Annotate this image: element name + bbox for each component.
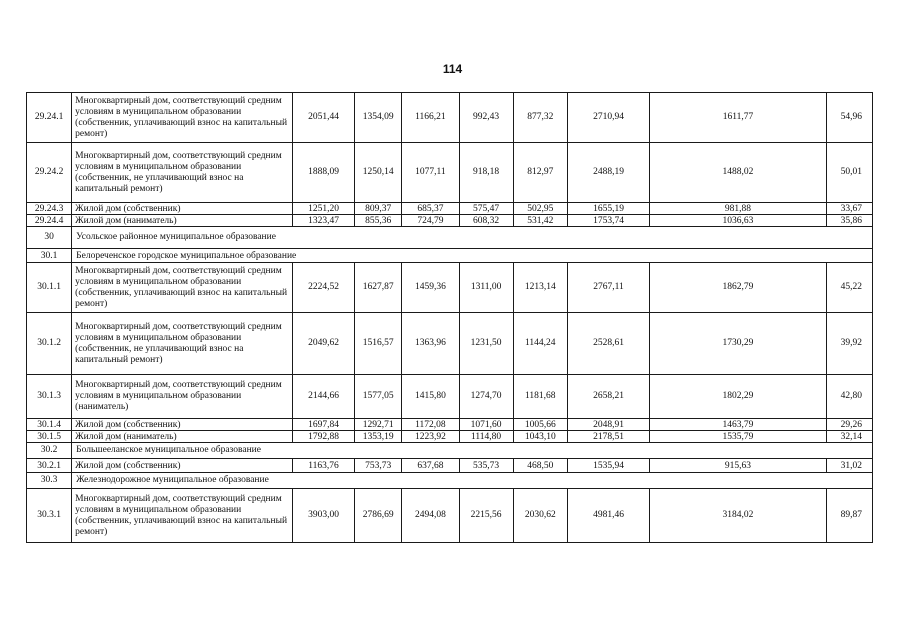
- value-cell: 1114,80: [459, 431, 513, 443]
- row-code: 30.1.2: [27, 313, 72, 375]
- section-row: [27, 249, 873, 263]
- value-cell: 1611,77: [650, 93, 827, 143]
- value-cell: 1077,11: [402, 143, 459, 203]
- value-cell: 1163,76: [292, 459, 354, 473]
- value-cell: 575,47: [459, 203, 513, 215]
- value-cell: 685,37: [402, 203, 459, 215]
- section-title: Железнодорожное муниципальное образование: [72, 473, 873, 489]
- section-row: [27, 443, 873, 459]
- value-cell: 1144,24: [513, 313, 567, 375]
- value-cell: 1363,96: [402, 313, 459, 375]
- value-cell: 2528,61: [567, 313, 649, 375]
- section-title: Усольское районное муниципальное образование: [72, 227, 873, 249]
- value-cell: 992,43: [459, 93, 513, 143]
- value-cell: 29,26: [826, 419, 872, 431]
- value-cell: 1516,57: [355, 313, 402, 375]
- row-code: 29.24.2: [27, 143, 72, 203]
- value-cell: 918,18: [459, 143, 513, 203]
- value-cell: 1862,79: [650, 263, 827, 313]
- value-cell: 33,67: [826, 203, 872, 215]
- row-code: 30.3.1: [27, 489, 72, 543]
- value-cell: 1274,70: [459, 375, 513, 419]
- value-cell: 1792,88: [292, 431, 354, 443]
- value-cell: 502,95: [513, 203, 567, 215]
- table-row: [27, 431, 873, 443]
- row-code: 30.3: [27, 473, 72, 489]
- value-cell: 1250,14: [355, 143, 402, 203]
- table-row: [27, 93, 873, 143]
- row-description: Многоквартирный дом, соответствующий средним условиям в муниципальном образовании (наниматель): [72, 375, 293, 419]
- row-description: Жилой дом (собственник): [72, 203, 293, 215]
- value-cell: 1181,68: [513, 375, 567, 419]
- value-cell: 724,79: [402, 215, 459, 227]
- value-cell: 1488,02: [650, 143, 827, 203]
- row-description: Жилой дом (собственник): [72, 419, 293, 431]
- row-description: Многоквартирный дом, соответствующий средним условиям в муниципальном образовании (собственник, не уплачивающий взнос на капитальный ремонт): [72, 143, 293, 203]
- value-cell: 50,01: [826, 143, 872, 203]
- value-cell: 753,73: [355, 459, 402, 473]
- value-cell: 35,86: [826, 215, 872, 227]
- value-cell: 812,97: [513, 143, 567, 203]
- value-cell: 2710,94: [567, 93, 649, 143]
- value-cell: 1223,92: [402, 431, 459, 443]
- value-cell: 2049,62: [292, 313, 354, 375]
- value-cell: 1166,21: [402, 93, 459, 143]
- table-row: [27, 313, 873, 375]
- value-cell: 809,37: [355, 203, 402, 215]
- row-description: Жилой дом (собственник): [72, 459, 293, 473]
- value-cell: 1172,08: [402, 419, 459, 431]
- table-row: [27, 215, 873, 227]
- value-cell: 1535,94: [567, 459, 649, 473]
- value-cell: 31,02: [826, 459, 872, 473]
- table-row: [27, 263, 873, 313]
- row-code: 30.1: [27, 249, 72, 263]
- value-cell: 981,88: [650, 203, 827, 215]
- section-row: [27, 227, 873, 249]
- row-code: 30.1.5: [27, 431, 72, 443]
- value-cell: 531,42: [513, 215, 567, 227]
- value-cell: 2767,11: [567, 263, 649, 313]
- value-cell: 3184,02: [650, 489, 827, 543]
- value-cell: 1655,19: [567, 203, 649, 215]
- value-cell: 1753,74: [567, 215, 649, 227]
- row-code: 30.1.3: [27, 375, 72, 419]
- value-cell: 1627,87: [355, 263, 402, 313]
- value-cell: 877,32: [513, 93, 567, 143]
- row-description: Жилой дом (наниматель): [72, 431, 293, 443]
- value-cell: 1888,09: [292, 143, 354, 203]
- value-cell: 637,68: [402, 459, 459, 473]
- value-cell: 1354,09: [355, 93, 402, 143]
- row-code: 30.1.1: [27, 263, 72, 313]
- value-cell: 42,80: [826, 375, 872, 419]
- value-cell: 535,73: [459, 459, 513, 473]
- value-cell: 1730,29: [650, 313, 827, 375]
- value-cell: 1005,66: [513, 419, 567, 431]
- row-description: Жилой дом (наниматель): [72, 215, 293, 227]
- row-description: Многоквартирный дом, соответствующий средним условиям в муниципальном образовании (собственник, уплачивающий взнос на капитальный ремонт): [72, 93, 293, 143]
- row-code: 30.1.4: [27, 419, 72, 431]
- value-cell: 1353,19: [355, 431, 402, 443]
- value-cell: 89,87: [826, 489, 872, 543]
- value-cell: 2051,44: [292, 93, 354, 143]
- value-cell: 468,50: [513, 459, 567, 473]
- value-cell: 45,22: [826, 263, 872, 313]
- value-cell: 4981,46: [567, 489, 649, 543]
- value-cell: 54,96: [826, 93, 872, 143]
- value-cell: 1251,20: [292, 203, 354, 215]
- tariff-table: [26, 92, 873, 543]
- value-cell: 1459,36: [402, 263, 459, 313]
- table-row: [27, 375, 873, 419]
- value-cell: 32,14: [826, 431, 872, 443]
- value-cell: 1415,80: [402, 375, 459, 419]
- row-code: 29.24.4: [27, 215, 72, 227]
- row-code: 29.24.1: [27, 93, 72, 143]
- row-code: 29.24.3: [27, 203, 72, 215]
- value-cell: 1323,47: [292, 215, 354, 227]
- value-cell: 1802,29: [650, 375, 827, 419]
- row-description: Многоквартирный дом, соответствующий средним условиям в муниципальном образовании (собственник, уплачивающий взнос на капитальный ремонт): [72, 489, 293, 543]
- value-cell: 1577,05: [355, 375, 402, 419]
- value-cell: 1697,84: [292, 419, 354, 431]
- value-cell: 2030,62: [513, 489, 567, 543]
- value-cell: 2658,21: [567, 375, 649, 419]
- value-cell: 2494,08: [402, 489, 459, 543]
- value-cell: 2786,69: [355, 489, 402, 543]
- value-cell: 915,63: [650, 459, 827, 473]
- table-row: [27, 489, 873, 543]
- value-cell: 39,92: [826, 313, 872, 375]
- page-number: 114: [442, 62, 463, 76]
- value-cell: 1043,10: [513, 431, 567, 443]
- section-row: [27, 473, 873, 489]
- value-cell: 3903,00: [292, 489, 354, 543]
- row-code: 30: [27, 227, 72, 249]
- table-row: [27, 203, 873, 215]
- section-title: Белореченское городское муниципальное образование: [72, 249, 873, 263]
- value-cell: 2048,91: [567, 419, 649, 431]
- row-code: 30.2: [27, 443, 72, 459]
- section-title: Большееланское муниципальное образование: [72, 443, 873, 459]
- value-cell: 855,36: [355, 215, 402, 227]
- row-code: 30.2.1: [27, 459, 72, 473]
- value-cell: 1311,00: [459, 263, 513, 313]
- value-cell: 1071,60: [459, 419, 513, 431]
- value-cell: 1463,79: [650, 419, 827, 431]
- table-row: [27, 419, 873, 431]
- row-description: Многоквартирный дом, соответствующий средним условиям в муниципальном образовании (собственник, не уплачивающий взнос на капитальный ремонт): [72, 313, 293, 375]
- value-cell: 1231,50: [459, 313, 513, 375]
- table-body: [27, 93, 873, 543]
- row-description: Многоквартирный дом, соответствующий средним условиям в муниципальном образовании (собственник, уплачивающий взнос на капитальный ремонт): [72, 263, 293, 313]
- value-cell: 2488,19: [567, 143, 649, 203]
- value-cell: 608,32: [459, 215, 513, 227]
- value-cell: 1292,71: [355, 419, 402, 431]
- value-cell: 1535,79: [650, 431, 827, 443]
- value-cell: 1036,63: [650, 215, 827, 227]
- value-cell: 2215,56: [459, 489, 513, 543]
- value-cell: 1213,14: [513, 263, 567, 313]
- value-cell: 2178,51: [567, 431, 649, 443]
- table-row: [27, 143, 873, 203]
- table-row: [27, 459, 873, 473]
- value-cell: 2144,66: [292, 375, 354, 419]
- value-cell: 2224,52: [292, 263, 354, 313]
